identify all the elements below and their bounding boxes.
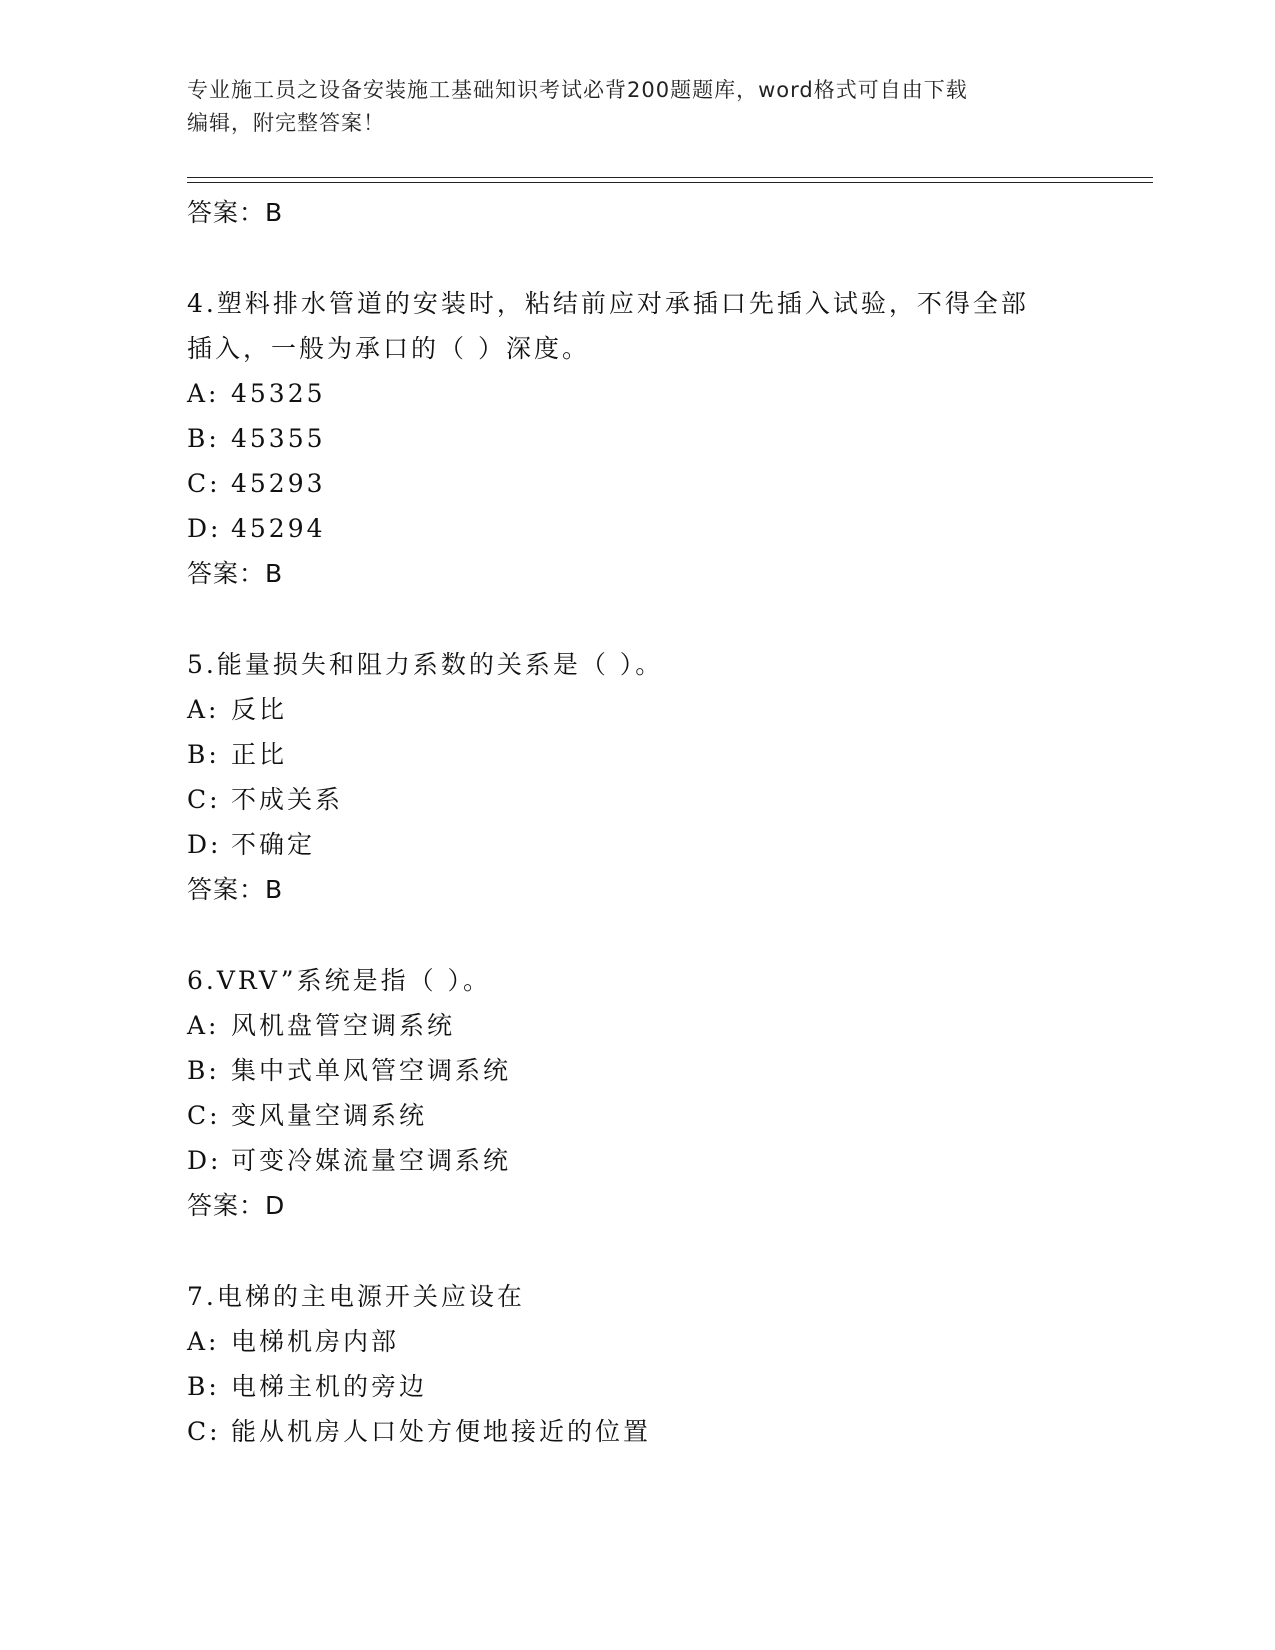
option-d: D: 可变冷媒流量空调系统 xyxy=(187,1146,512,1175)
option-c: C: 能从机房人口处方便地接近的位置 xyxy=(187,1417,652,1446)
question-stem: 6.VRV”系统是指（ ）。 xyxy=(187,966,492,995)
option-b: B: 电梯主机的旁边 xyxy=(187,1372,428,1401)
question-item xyxy=(187,958,1087,1228)
question-stem: 7.电梯的主电源开关应设在 xyxy=(187,1282,525,1311)
option-c: C: 45293 xyxy=(187,469,326,498)
answer-line: 答案：D xyxy=(187,1191,286,1220)
question-item xyxy=(187,642,1087,912)
header-divider-top xyxy=(187,177,1153,178)
option-a: A: 反比 xyxy=(187,695,288,724)
question-stem: 4.塑料排水管道的安装时，粘结前应对承插口先插入试验，不得全部 插入，一般为承口的（ ）深度。 xyxy=(187,289,1029,363)
question-item xyxy=(187,1274,1087,1454)
answer-line: 答案：B xyxy=(187,875,284,904)
header-line-1: 专业施工员之设备安装施工基础知识考试必背200题题库，word格式可自由下载 xyxy=(187,78,968,102)
question-stem: 5.能量损失和阻力系数的关系是（ ）。 xyxy=(187,650,664,679)
header-divider-bottom xyxy=(187,182,1153,183)
option-b: B: 45355 xyxy=(187,424,326,453)
header-line-2: 编辑，附完整答案！ xyxy=(187,111,385,135)
option-a: A: 45325 xyxy=(187,379,326,408)
option-d: D: 45294 xyxy=(187,514,326,543)
option-b: B: 正比 xyxy=(187,740,288,769)
option-a: A: 电梯机房内部 xyxy=(187,1327,400,1356)
option-b: B: 集中式单风管空调系统 xyxy=(187,1056,512,1085)
option-d: D: 不确定 xyxy=(187,830,316,859)
question-item xyxy=(187,281,1087,596)
question-list xyxy=(187,190,1087,1454)
document-header xyxy=(187,74,1067,140)
answer-line: 答案：B xyxy=(187,198,284,227)
option-c: C: 变风量空调系统 xyxy=(187,1101,428,1130)
option-a: A: 风机盘管空调系统 xyxy=(187,1011,456,1040)
option-c: C: 不成关系 xyxy=(187,785,344,814)
answer-line: 答案：B xyxy=(187,559,284,588)
